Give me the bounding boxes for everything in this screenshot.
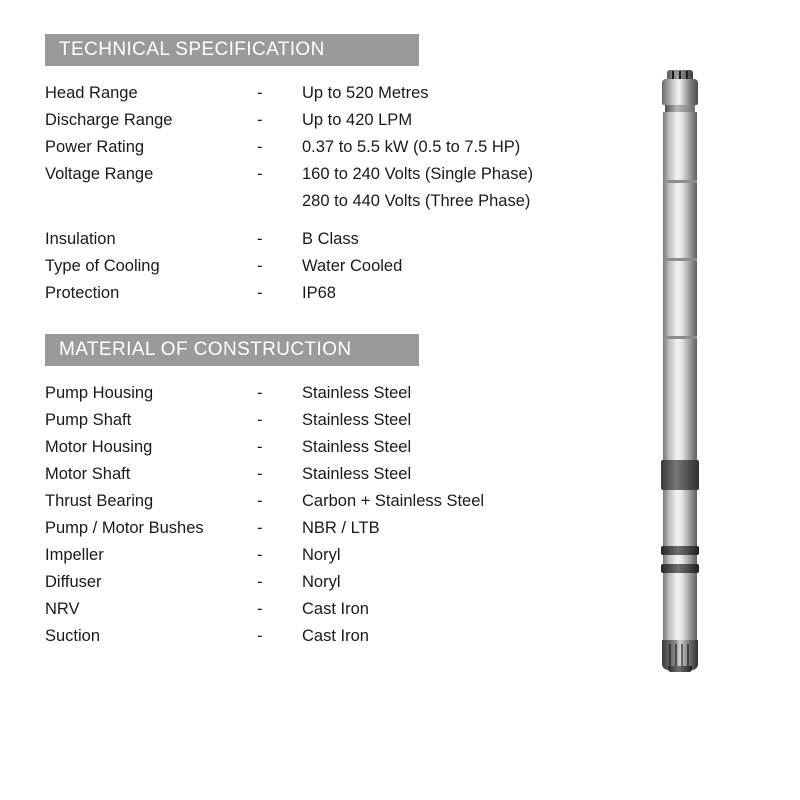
table-row [45, 515, 484, 542]
spec-dash: - [257, 284, 263, 302]
spec-dash: - [257, 519, 263, 537]
spec-value: Stainless Steel [302, 384, 412, 402]
table-row [45, 542, 484, 569]
spec-dash: - [257, 84, 263, 102]
spec-dash: - [257, 438, 263, 456]
spec-value: Stainless Steel [302, 465, 412, 483]
technical-specification-section [45, 34, 645, 307]
pump-stage-joint [663, 180, 697, 183]
table-row [45, 134, 533, 161]
spec-label: Power Rating [45, 138, 145, 156]
spec-dash: - [257, 165, 263, 183]
table-row [45, 253, 533, 280]
spec-dash: - [257, 257, 263, 275]
table-row [45, 623, 484, 650]
spec-label: Thrust Bearing [45, 492, 154, 510]
spec-value: 0.37 to 5.5 kW (0.5 to 7.5 HP) [302, 138, 521, 156]
pump-stage-joint [663, 258, 697, 261]
spec-label: Pump / Motor Bushes [45, 519, 204, 537]
table-row [45, 80, 533, 107]
spec-dash: - [257, 111, 263, 129]
material-of-construction-heading: MATERIAL OF CONSTRUCTION [45, 334, 419, 366]
spec-dash: - [257, 230, 263, 248]
spec-value: B Class [302, 230, 359, 248]
spec-label: Protection [45, 284, 120, 302]
pump-stage-joint [663, 336, 697, 339]
submersible-pump-image [650, 70, 710, 670]
pump-motor-coupler [661, 460, 699, 490]
table-row [45, 280, 533, 307]
technical-specification-heading: TECHNICAL SPECIFICATION [45, 34, 419, 66]
spec-label: Diffuser [45, 573, 102, 591]
spec-value: Water Cooled [302, 257, 403, 275]
spec-label: Insulation [45, 230, 116, 248]
spec-label: Voltage Range [45, 165, 154, 183]
spec-dash: - [257, 384, 263, 402]
spec-dash: - [257, 138, 263, 156]
spec-value: Up to 420 LPM [302, 111, 413, 129]
spec-dash: - [257, 573, 263, 591]
spec-dash [257, 188, 302, 214]
spec-dash: - [257, 411, 263, 429]
material-of-construction-section [45, 334, 645, 650]
spec-value: Stainless Steel [302, 411, 412, 429]
spec-value: Noryl [302, 546, 341, 564]
spec-value: Carbon + Stainless Steel [302, 492, 485, 510]
table-row [45, 380, 484, 407]
table-row [45, 569, 484, 596]
material-of-construction-table [45, 380, 484, 650]
spec-dash: - [257, 465, 263, 483]
spec-value: NBR / LTB [302, 519, 380, 537]
table-row [45, 488, 484, 515]
spec-label: NRV [45, 600, 80, 618]
spec-label: Motor Shaft [45, 465, 131, 483]
spec-dash: - [257, 492, 263, 510]
spec-value: Cast Iron [302, 600, 369, 618]
spec-value: IP68 [302, 284, 336, 302]
spec-label: Motor Housing [45, 438, 153, 456]
spec-label: Pump Shaft [45, 411, 132, 429]
spec-label: Discharge Range [45, 111, 173, 129]
spec-value: Up to 520 Metres [302, 84, 429, 102]
table-row [45, 407, 484, 434]
table-row [45, 107, 533, 134]
technical-specification-table [45, 80, 533, 307]
spec-label: Impeller [45, 546, 104, 564]
pump-delivery-head [662, 79, 698, 105]
spec-dash: - [257, 546, 263, 564]
spec-label: Suction [45, 627, 101, 645]
pump-neck [665, 105, 695, 112]
spec-dash: - [257, 627, 263, 645]
row-spacer [45, 214, 533, 226]
spec-value: Stainless Steel [302, 438, 412, 456]
table-row [45, 434, 484, 461]
spec-label: Pump Housing [45, 384, 154, 402]
spec-label: Type of Cooling [45, 257, 160, 275]
table-row [45, 596, 484, 623]
table-row-continuation [45, 188, 533, 214]
spec-label: Head Range [45, 84, 138, 102]
spec-value: 160 to 240 Volts (Single Phase) [302, 165, 534, 183]
table-row [45, 461, 484, 488]
spec-value: Cast Iron [302, 627, 369, 645]
spec-label [45, 188, 257, 214]
table-row [45, 161, 533, 188]
spec-value: Noryl [302, 573, 341, 591]
motor-foot [668, 666, 692, 672]
table-row [45, 226, 533, 253]
spec-value: 280 to 440 Volts (Three Phase) [302, 192, 531, 210]
pump-stage-barrel-upper [663, 112, 697, 460]
motor-clamp-band [661, 546, 699, 555]
spec-dash: - [257, 600, 263, 618]
motor-clamp-band [661, 564, 699, 573]
